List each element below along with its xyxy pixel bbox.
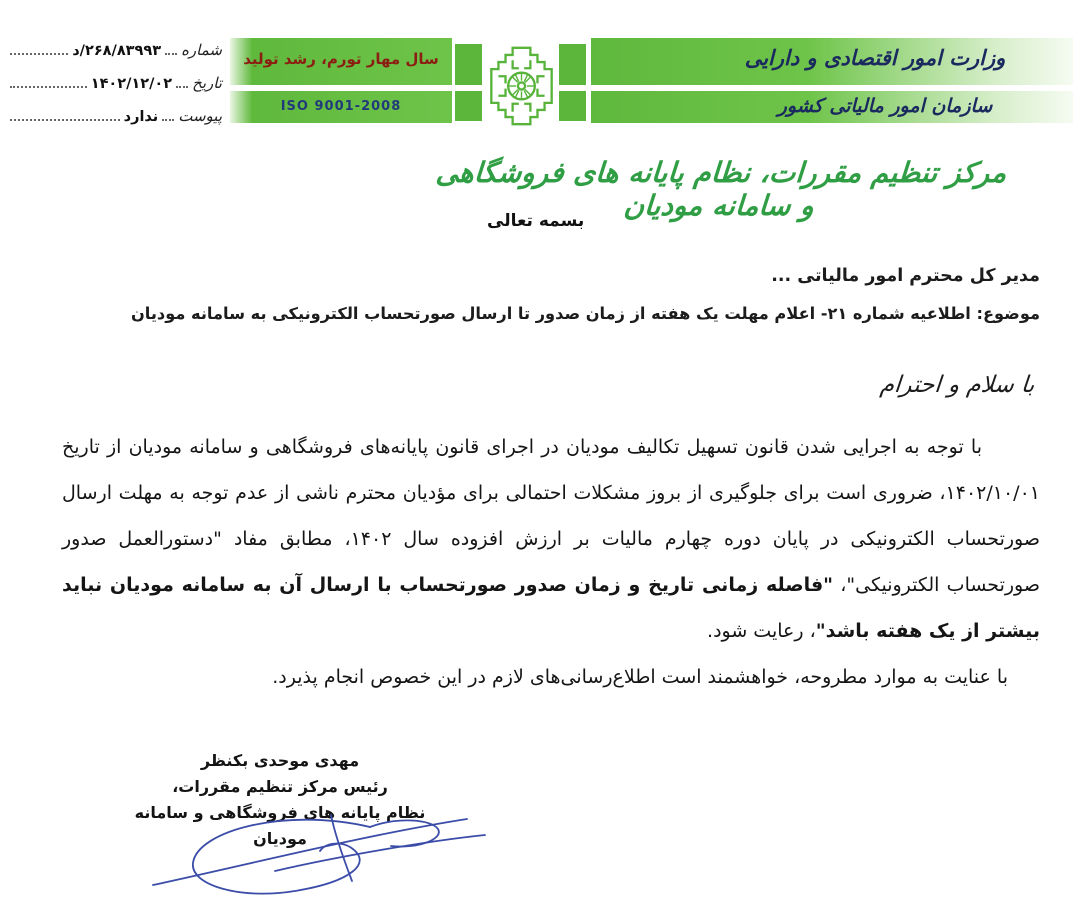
iso-certification-text: ISO 9001-2008 <box>280 99 402 114</box>
signer-name: مهدی موحدی بکنظر <box>200 751 360 770</box>
letter-number-value: ۲۶۸/۸۳۹۹۳/د <box>72 43 162 59</box>
body-paragraph <box>62 654 1040 700</box>
body-paragraph <box>62 424 1040 654</box>
body-text-segment: ، رعایت شود. <box>707 620 816 642</box>
body-text-segment: با توجه به اجرایی شدن قانون تسهیل تکالیف مودیان در اجرای قانون پایانه‌های فروشگاهی و سامانه مودیان از تاریخ ۱۴۰۲/۱۰/۰۱، ضروری است برای جلوگیری از بروز مشکلات احتمالی برای مؤدیان محترم ناشی از عدم توجه به مهلت ارسال صورتحساب الکترونیکی در پایان دوره چهارم مالیات بر ارزش افزوده سال ۱۴۰۲، مطابق مفاد "دستورالعمل صدور صورتحساب الکترونیکی"، <box>62 436 1040 596</box>
signer-title-line1: رئیس مرکز تنظیم مقررات، <box>172 777 388 796</box>
letter-attachment-value: ندارد <box>123 109 159 125</box>
signer-title-line2: نظام پایانه های فروشگاهی و سامانه مودیان <box>134 803 426 848</box>
dotted-leader <box>10 53 68 55</box>
handwritten-signature <box>135 803 495 911</box>
emblem-side-square <box>455 44 482 85</box>
recipient-line: مدیر کل محترم امور مالیاتی ... <box>771 266 1040 286</box>
year-slogan-text: سال مهار تورم، رشد تولید <box>243 50 439 68</box>
letter-attachment-row <box>6 100 222 125</box>
letter-number-label: شماره <box>181 41 222 59</box>
emblem-side-square <box>455 91 482 121</box>
body-text-segment: "فاصله زمانی تاریخ و زمان صدور صورتحساب با ارسال آن به سامانه مودیان نباید بیشتر از یک هفته باشد" <box>62 574 1040 642</box>
dotted-leader <box>10 86 87 88</box>
letter-body <box>62 424 1040 700</box>
letter-date-row <box>6 67 222 92</box>
subject-line: موضوع: اطلاعیه شماره ۲۱- اعلام مهلت یک هفته از زمان صدور تا ارسال صورتحساب الکترونیکی به سامانه مودیان <box>130 304 1040 323</box>
bismillah-text: بسمه تعالی <box>487 211 585 231</box>
regulation-center-calligraphy: مرکز تنظیم مقررات، نظام پایانه های فروشگاهی و سامانه مودیان <box>434 156 1008 222</box>
salutation-handwriting: با سلام و احترام <box>879 372 1037 398</box>
emblem-side-square <box>559 91 586 121</box>
emblem-side-square <box>559 44 586 85</box>
body-text-segment: با عنایت به موارد مطروحه، خواهشمند است اطلاع‌رسانی‌های لازم در این خصوص انجام پذیرد. <box>272 666 1008 688</box>
letter-meta-block <box>6 34 222 133</box>
dotted-leader <box>176 86 188 88</box>
letter-date-label: تاریخ <box>192 74 222 92</box>
dotted-leader <box>162 119 174 121</box>
tax-organization-name-text: سازمان امور مالیاتی کشور <box>777 95 993 117</box>
tax-organization-emblem-icon <box>486 33 557 139</box>
dotted-leader <box>165 53 177 55</box>
letter-date-value: ۱۴۰۲/۱۲/۰۲ <box>90 76 173 92</box>
dotted-leader <box>10 119 120 121</box>
letter-attachment-label: پیوست <box>178 107 222 125</box>
ministry-name-text: وزارت امور اقتصادی و دارایی <box>744 46 1006 70</box>
letter-number-row <box>6 34 222 59</box>
